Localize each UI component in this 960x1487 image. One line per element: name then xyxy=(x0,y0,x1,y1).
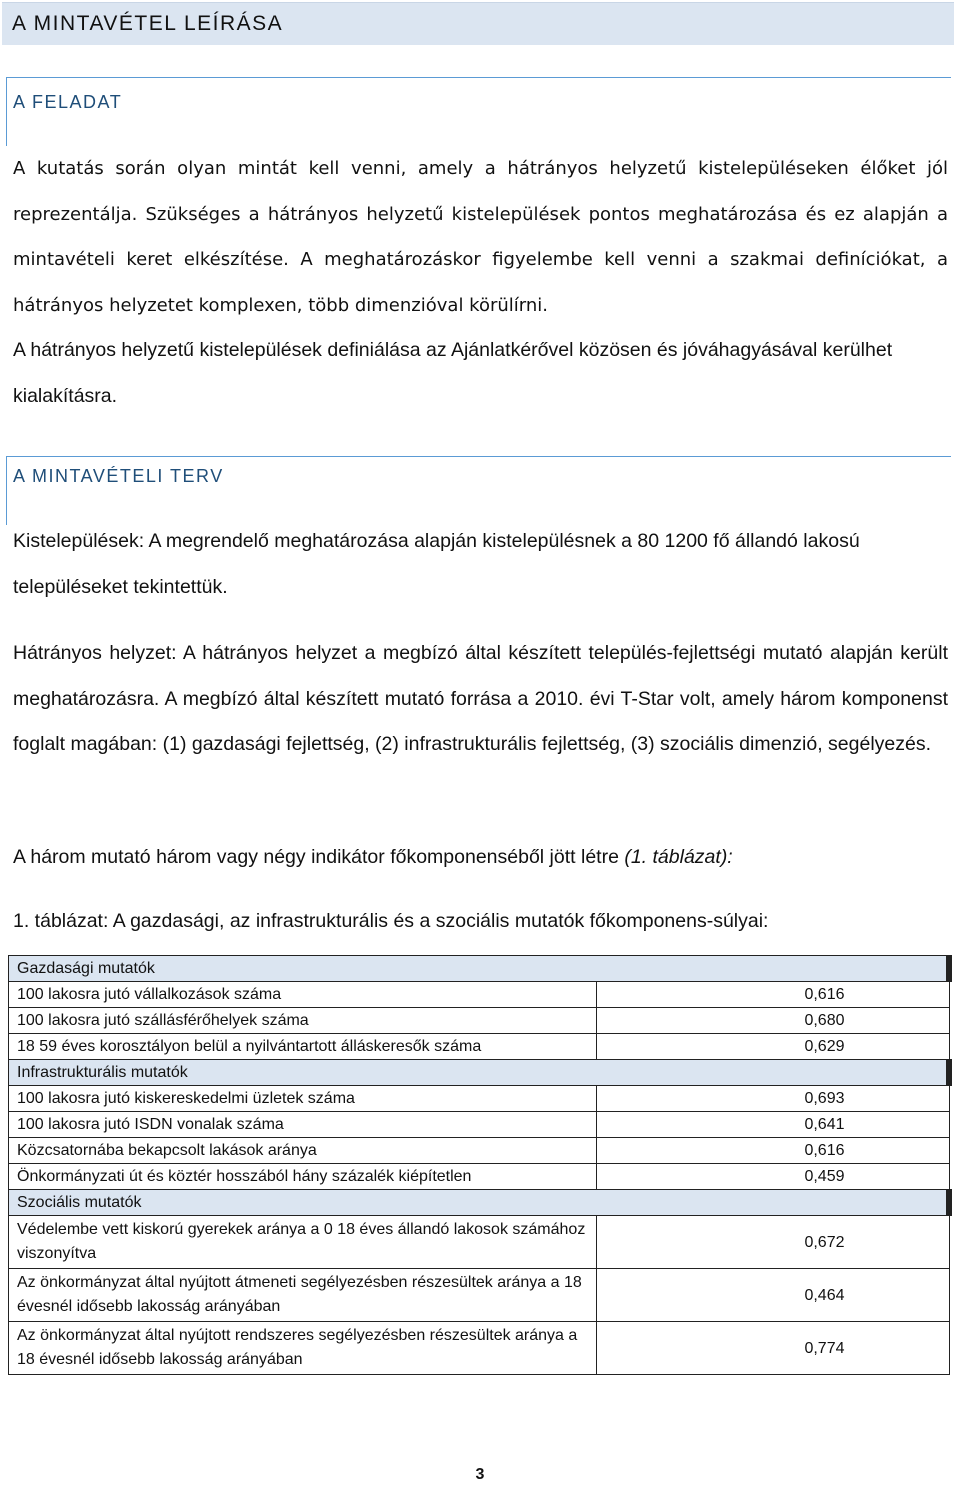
indicator-label: 100 lakosra jutó kiskereskedelmi üzletek száma xyxy=(9,1086,597,1112)
indicator-label: Az önkormányzat által nyújtott átmeneti segélyezésben részesültek aránya a 18 évesnél idősebb lakosság arányában xyxy=(9,1269,597,1322)
indicator-weight: 0,616 xyxy=(596,982,949,1008)
indicator-label: 18 59 éves korosztályon belül a nyilvántartott álláskeresők száma xyxy=(9,1034,597,1060)
indicator-label: 100 lakosra jutó szállásférőhelyek száma xyxy=(9,1008,597,1034)
indicator-label: 100 lakosra jutó vállalkozások száma xyxy=(9,982,597,1008)
group-label: Gazdasági mutatók xyxy=(9,956,950,982)
section-feladat-title: A FELADAT xyxy=(13,92,123,112)
table-reference: (1. táblázat): xyxy=(624,846,733,868)
table-caption: 1. táblázat: A gazdasági, az infrastrukturális és a szociális mutatók főkomponens-súlyai: xyxy=(13,910,769,932)
indicator-weight: 0,774 xyxy=(596,1322,949,1375)
table-row xyxy=(9,1216,950,1269)
section-terv-title: A MINTAVÉTELI TERV xyxy=(13,466,224,486)
table-row xyxy=(9,1164,950,1190)
table-row xyxy=(9,1086,950,1112)
terv-paragraph-1: Kistelepülések: A megrendelő meghatározása alapján kistelepülésnek a 80 1200 fő állandó lakosú településeket tekintettük. xyxy=(13,530,860,598)
indicator-weight: 0,672 xyxy=(596,1216,949,1269)
indicator-weight: 0,464 xyxy=(596,1269,949,1322)
indicator-weight: 0,616 xyxy=(596,1138,949,1164)
table-row xyxy=(9,1138,950,1164)
indicator-weight: 0,459 xyxy=(596,1164,949,1190)
section-terv-header xyxy=(6,456,951,525)
indicator-label: Közcsatornába bekapcsolt lakások aránya xyxy=(9,1138,597,1164)
table-group-row xyxy=(9,1190,950,1216)
section-feladat-header xyxy=(6,77,951,146)
table-row xyxy=(9,1322,950,1375)
indicator-label: Az önkormányzat által nyújtott rendszeres segélyezésben részesültek aránya a 18 évesnél idősebb lakosság arányában xyxy=(9,1322,597,1375)
table-row xyxy=(9,1112,950,1138)
indicator-label: Önkormányzati út és köztér hosszából hány százalék kiépítetlen xyxy=(9,1164,597,1190)
table-group-row xyxy=(9,1060,950,1086)
indicator-weight: 0,693 xyxy=(596,1086,949,1112)
feladat-paragraph-2: A hátrányos helyzetű kistelepülések definiálása az Ajánlatkérővel közösen és jóváhagyásával kerülhet kialakításra. xyxy=(13,339,893,407)
indicator-label: Védelembe vett kiskorú gyerekek aránya a 0 18 éves állandó lakosok számához viszonyítva xyxy=(9,1216,597,1269)
feladat-paragraph-1: A kutatás során olyan mintát kell venni, amely a hátrányos helyzetű kistelepüléseken élőket jól reprezentálja. Szükséges a hátrányos helyzetű kistelepülések pontos meghatározása és ez alapján a mintavételi keret elkészítése. A meghatározáskor figyelembe kell venni a szakmai definíciókat, a hátrányos helyzetet komplexen, több dimenzióval körülírni. xyxy=(13,158,948,316)
indicator-weight: 0,680 xyxy=(596,1008,949,1034)
indicator-weight: 0,641 xyxy=(596,1112,949,1138)
terv-paragraph-3 xyxy=(13,835,948,880)
group-label: Szociális mutatók xyxy=(9,1190,950,1216)
page-number: 3 xyxy=(475,1466,485,1483)
table-row xyxy=(9,1269,950,1322)
table-row xyxy=(9,982,950,1008)
group-label: Infrastrukturális mutatók xyxy=(9,1060,950,1086)
indicator-weight: 0,629 xyxy=(596,1034,949,1060)
table-group-row xyxy=(9,956,950,982)
page-heading: A MINTAVÉTEL LEÍRÁSA xyxy=(12,12,284,35)
indicator-label: 100 lakosra jutó ISDN vonalak száma xyxy=(9,1112,597,1138)
page-heading-band xyxy=(2,2,954,45)
table-row xyxy=(9,1034,950,1060)
table-row xyxy=(9,1008,950,1034)
weights-table xyxy=(8,955,952,1375)
terv-paragraph-2: Hátrányos helyzet: A hátrányos helyzet a megbízó által készített település-fejlettségi mutató alapján került meghatározásra. A megbízó által készített mutató forrása a 2010. évi T-Star volt, amely három komponenst foglalt magában: (1) gazdasági fejlettség, (2) infrastrukturális fejlettség, (3) szociális dimenzió, segélyezés. xyxy=(13,642,948,755)
terv-paragraph-3-text: A három mutató három vagy négy indikátor főkomponenséből jött létre xyxy=(13,846,625,868)
